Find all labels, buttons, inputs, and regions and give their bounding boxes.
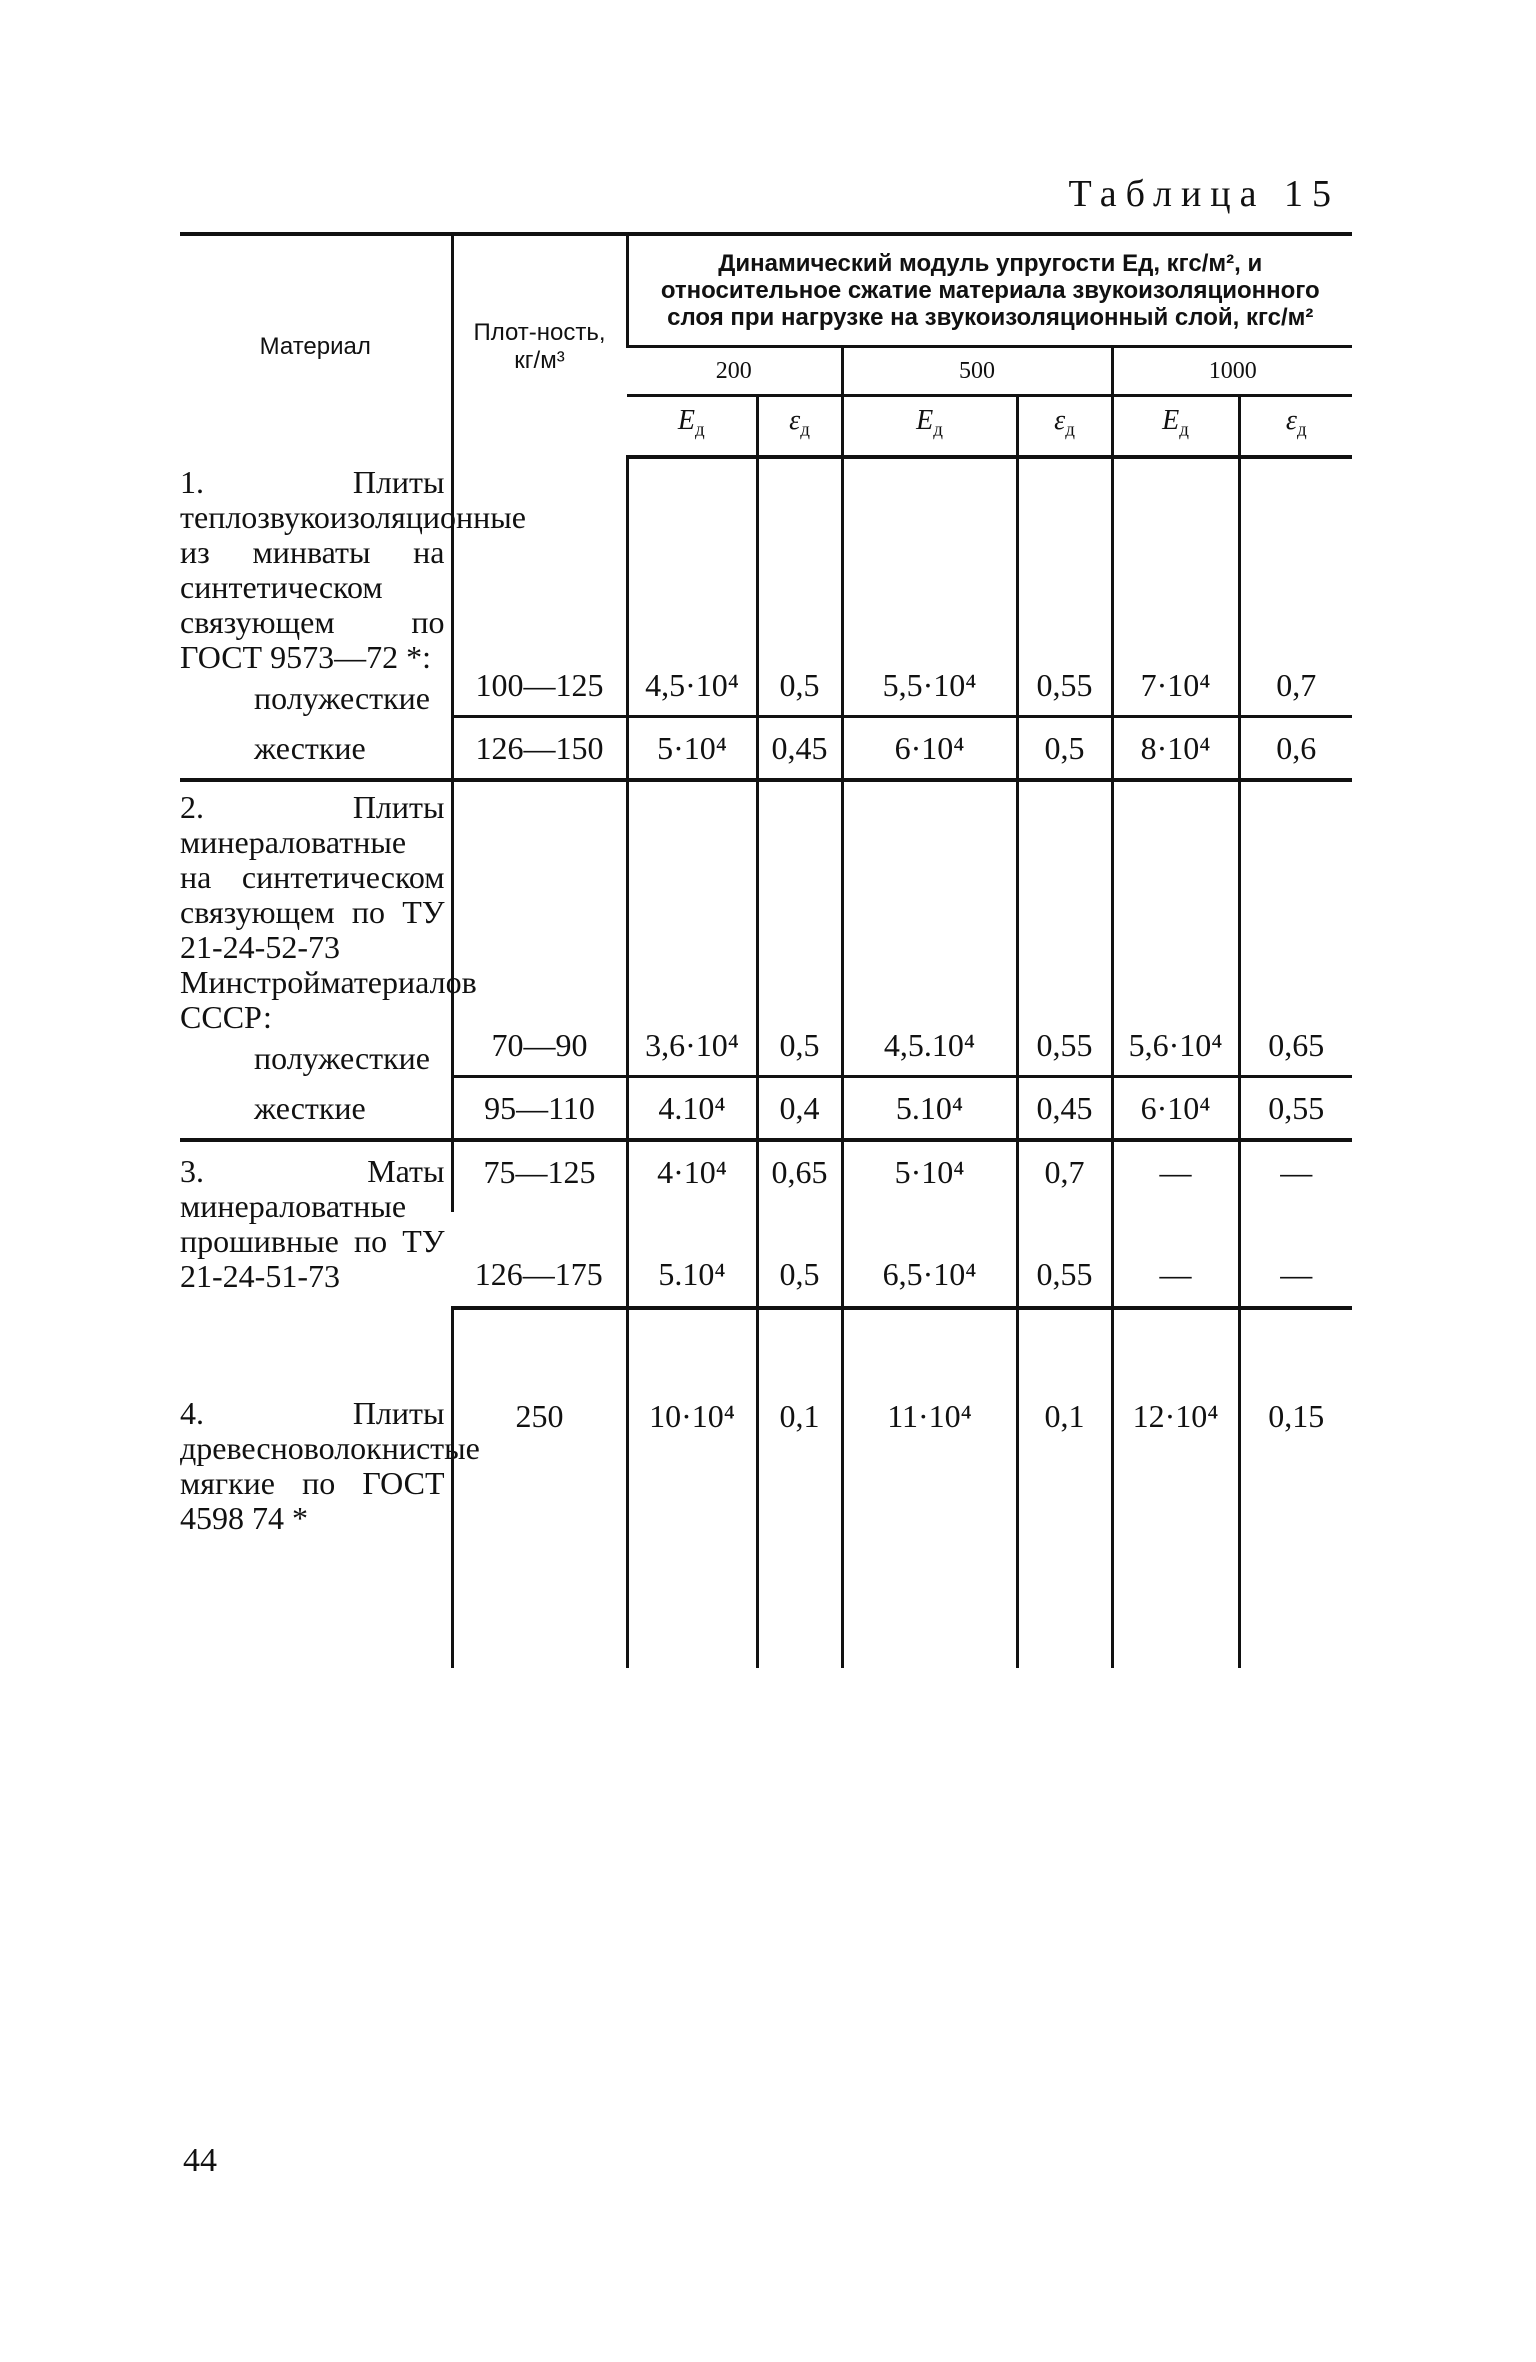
value-cell: 6·10⁴ xyxy=(842,716,1017,780)
value-cell: 8·10⁴ xyxy=(1112,716,1239,780)
value-cell: — xyxy=(1239,1140,1352,1212)
value-cell: 0,6 xyxy=(1239,716,1352,780)
value-cell: — xyxy=(1239,1212,1352,1308)
value-cell: 0,55 xyxy=(1017,1212,1112,1308)
value-cell: 0,45 xyxy=(1017,1076,1112,1140)
material-name: 3. Маты минераловатные прошивные по ТУ 21-24-51-73 xyxy=(180,1153,445,1294)
value-cell: 0,5 xyxy=(1017,716,1112,780)
value-cell: 0,5 xyxy=(757,457,842,716)
header-density: Плот-ность, кг/м³ xyxy=(452,234,627,457)
header-load-500: 500 xyxy=(842,347,1112,396)
value-cell: 5,5·10⁴ xyxy=(842,457,1017,716)
material-subtype: полужесткие xyxy=(254,680,430,716)
value-cell: 5·10⁴ xyxy=(842,1140,1017,1212)
density-cell: 100—125 xyxy=(452,457,627,716)
density-cell: 70—90 xyxy=(452,780,627,1076)
value-cell: 0,5 xyxy=(757,1212,842,1308)
data-table-container xyxy=(180,232,1352,1668)
value-cell: 4.10⁴ xyxy=(627,1076,757,1140)
value-cell: 0,65 xyxy=(1239,780,1352,1076)
value-cell: 10·10⁴ xyxy=(627,1308,757,1668)
value-cell: 0,55 xyxy=(1239,1076,1352,1140)
header-material: Материал xyxy=(180,234,452,457)
value-cell: 0,4 xyxy=(757,1076,842,1140)
material-subtype: жесткие xyxy=(180,1076,452,1140)
density-cell: 126—150 xyxy=(452,716,627,780)
value-cell: — xyxy=(1112,1140,1239,1212)
value-cell: 6·10⁴ xyxy=(1112,1076,1239,1140)
value-cell: — xyxy=(1112,1212,1239,1308)
value-cell: 5,6·10⁴ xyxy=(1112,780,1239,1076)
value-cell: 0,1 xyxy=(1017,1308,1112,1668)
table-row xyxy=(180,1140,1352,1212)
density-cell: 75—125 xyxy=(452,1140,627,1212)
header-e-1000: $E_д$ xyxy=(1112,396,1239,458)
table-row xyxy=(180,1308,1352,1668)
value-cell: 5.10⁴ xyxy=(627,1212,757,1308)
material-name: 2. Плиты минераловатные на синтетическом связующем по ТУ 21-24-52-73 Минстройматериалов СССР: полужесткие xyxy=(180,789,477,1076)
density-cell: 126—175 xyxy=(452,1212,627,1308)
value-cell: 0,45 xyxy=(757,716,842,780)
table-row xyxy=(180,780,1352,1076)
material-subtype: жесткие xyxy=(180,716,452,780)
header-e-200: $E_д$ xyxy=(627,396,757,458)
value-cell: 6,5·10⁴ xyxy=(842,1212,1017,1308)
table-row xyxy=(180,457,1352,716)
header-eps-1000: $\varepsilon_д$ xyxy=(1239,396,1352,458)
value-cell: 4,5·10⁴ xyxy=(627,457,757,716)
header-eps-200: $\varepsilon_д$ xyxy=(757,396,842,458)
density-cell: 95—110 xyxy=(452,1076,627,1140)
value-cell: 5·10⁴ xyxy=(627,716,757,780)
header-eps-500: $\varepsilon_д$ xyxy=(1017,396,1112,458)
header-load-1000: 1000 xyxy=(1112,347,1352,396)
value-cell: 0,1 xyxy=(757,1308,842,1668)
value-cell: 0,7 xyxy=(1239,457,1352,716)
material-name: 1. Плиты теплозвукоизоляционные из минваты на синтетическом связующем по ГОСТ 9573—72 *: полужесткие xyxy=(180,464,526,716)
table-caption: Таблица 15 xyxy=(1068,173,1340,215)
material-subtype: полужесткие xyxy=(254,1040,430,1076)
table-row xyxy=(180,1076,1352,1140)
value-cell: 4·10⁴ xyxy=(627,1140,757,1212)
material-properties-table xyxy=(180,232,1352,1668)
value-cell: 0,15 xyxy=(1239,1308,1352,1668)
header-modulus-group: Динамический модуль упругости Eд, кгс/м², и относительное сжатие материала звукоизоляционного слоя при нагрузке на звукоизоляционный слой, кгс/м² xyxy=(627,234,1352,347)
page-number: 44 xyxy=(183,2142,217,2179)
material-name: 4. Плиты древесноволокнистые мягкие по ГОСТ 4598 74 * xyxy=(180,1395,480,1536)
value-cell: 0,55 xyxy=(1017,457,1112,716)
value-cell: 12·10⁴ xyxy=(1112,1308,1239,1668)
value-cell: 0,65 xyxy=(757,1140,842,1212)
value-cell: 4,5.10⁴ xyxy=(842,780,1017,1076)
value-cell: 0,55 xyxy=(1017,780,1112,1076)
header-e-500: $E_д$ xyxy=(842,396,1017,458)
table-row xyxy=(180,716,1352,780)
value-cell: 0,5 xyxy=(757,780,842,1076)
value-cell: 7·10⁴ xyxy=(1112,457,1239,716)
value-cell: 3,6·10⁴ xyxy=(627,780,757,1076)
header-load-200: 200 xyxy=(627,347,842,396)
value-cell: 5.10⁴ xyxy=(842,1076,1017,1140)
density-cell: 250 xyxy=(452,1308,627,1668)
value-cell: 11·10⁴ xyxy=(842,1308,1017,1668)
value-cell: 0,7 xyxy=(1017,1140,1112,1212)
